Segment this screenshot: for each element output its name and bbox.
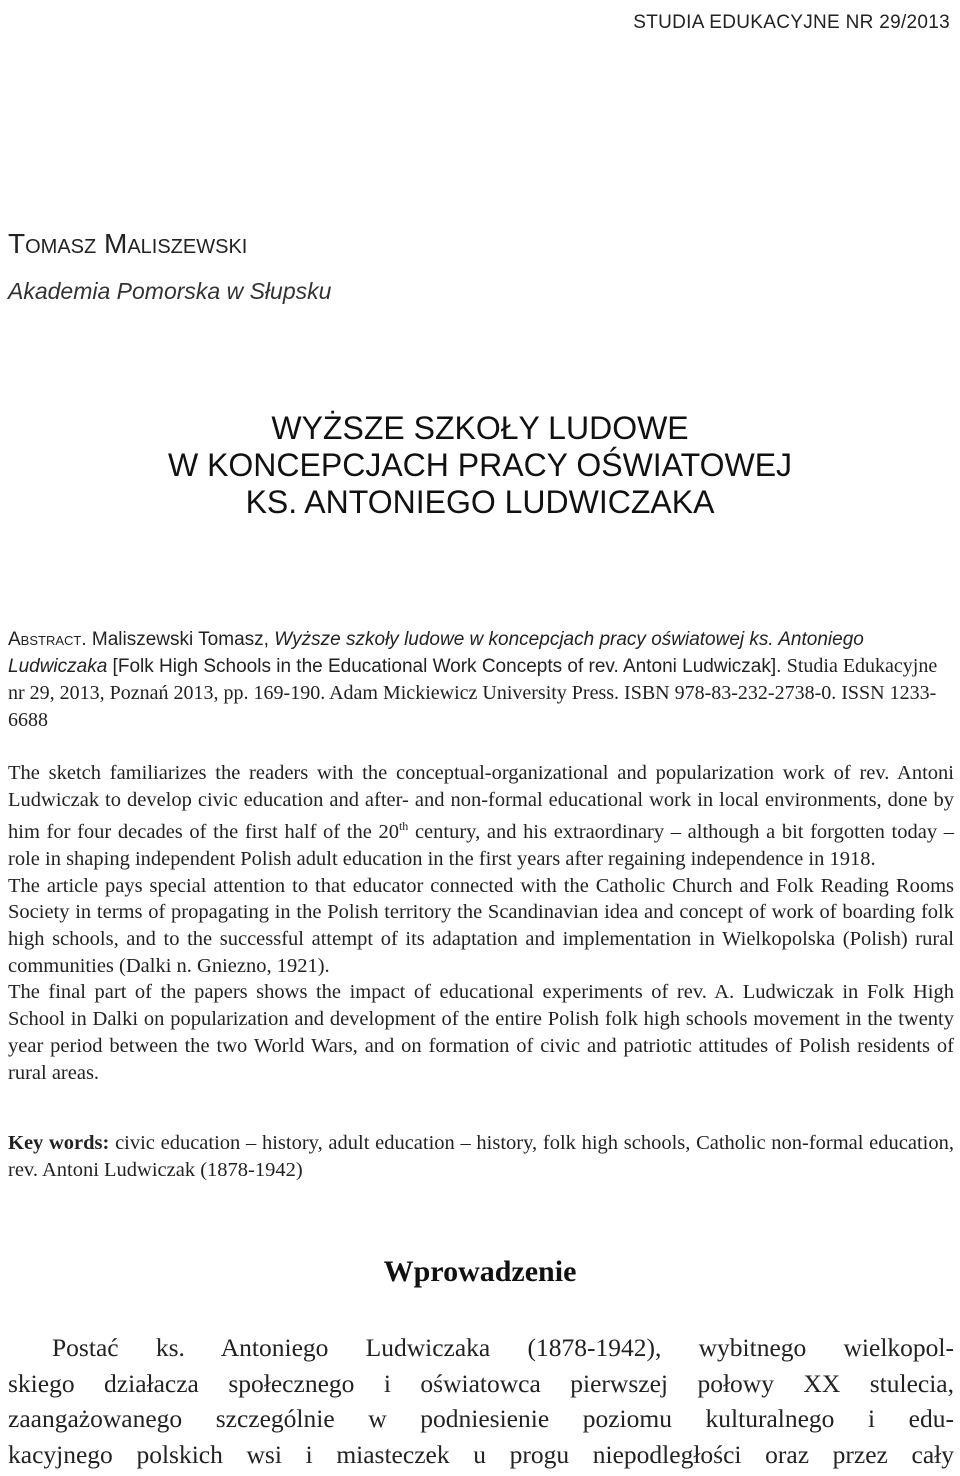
abstract-body (8, 760, 954, 1086)
citation-author: Maliszewski Tomasz, (86, 629, 275, 650)
abstract-paragraph-text: century, and his extraordinary – although a bit forgotten today – role in shaping independent Polish adult education in the first years after regaining independence in 1918. (8, 821, 954, 870)
keywords-text: civic education – history, adult education – history, folk high schools, Catholic non-formal education, rev. Antoni Ludwiczak (1878-1942) (8, 1132, 954, 1181)
intro-line: zaangażowanego szczególnie w podniesienie poziomu kulturalnego i edu- (8, 1404, 954, 1433)
intro-line: Postać ks. Antoniego Ludwiczaka (1878-1942), wybitnego wielkopol- (52, 1333, 954, 1362)
article-title-line: KS. ANTONIEGO LUDWICZAKA (245, 484, 715, 520)
author-name: Tomasz Maliszewski (8, 228, 248, 259)
abstract-citation (8, 626, 954, 734)
intro-paragraph (8, 1330, 954, 1472)
running-head: STUDIA EDUKACYJNE NR 29/2013 (633, 12, 950, 33)
article-title (0, 410, 960, 521)
abstract-paragraph-text: The sketch familiarizes the readers with the conceptual-organizational and popularization work of rev. Antoni Ludwiczak to develop civic education and after- and non-formal educational work in local environments, done by him for four decades of the first half of the 20 (8, 762, 954, 844)
citation-translation: [Folk High Schools in the Educational Work Concepts of rev. Antoni Ludwiczak]. (107, 656, 787, 677)
intro-line: skiego działacza społecznego i oświatowca pierwszej połowy XX stulecia, (8, 1368, 954, 1398)
author-affiliation: Akademia Pomorska w Słupsku (8, 278, 332, 304)
citation-source: Studia Edukacyjne nr 29, 2013, Poznań 2013, pp. 169-190. Adam Mickiewicz University Press. ISBN 978-83-232-2738-0. ISSN 1233-6688 (8, 655, 938, 731)
keywords-label: Key words: (8, 1132, 110, 1154)
superscript: th (398, 819, 409, 834)
article-title-line: W KONCEPCJACH PRACY OŚWIATOWEJ (167, 447, 793, 483)
abstract-label: Abstract. (8, 629, 87, 650)
abstract-paragraph: The final part of the papers shows the impact of educational experiments of rev. A. Ludwiczak in Folk High School in Dalki on popularization and development of the entire Polish folk high schools movement in the twenty year period between the two World Wars, and on formation of civic and patriotic attitudes of Polish residents of rural areas. (8, 981, 954, 1084)
article-title-line: WYŻSZE SZKOŁY LUDOWE (271, 410, 689, 446)
intro-line: kacyjnego polskich wsi i miasteczek u progu niepodległości oraz przez cały (8, 1439, 954, 1469)
abstract-paragraph: The article pays special attention to that educator connected with the Catholic Church and Folk Reading Rooms Society in terms of propagating in the Polish territory the Scandinavian idea and concept of work of boarding folk high schools, and to the successful attempt of its adaptation and implementation in Wielkopolska (Polish) rural communities (Dalki n. Gniezno, 1921). (8, 874, 954, 977)
section-heading: Wprowadzenie (383, 1255, 577, 1288)
abstract-paragraph (8, 760, 954, 873)
citation-title: Wyższe szkoły ludowe w koncepcjach pracy oświatowej ks. Antoniego Ludwiczaka (8, 629, 864, 677)
keywords (8, 1130, 954, 1183)
